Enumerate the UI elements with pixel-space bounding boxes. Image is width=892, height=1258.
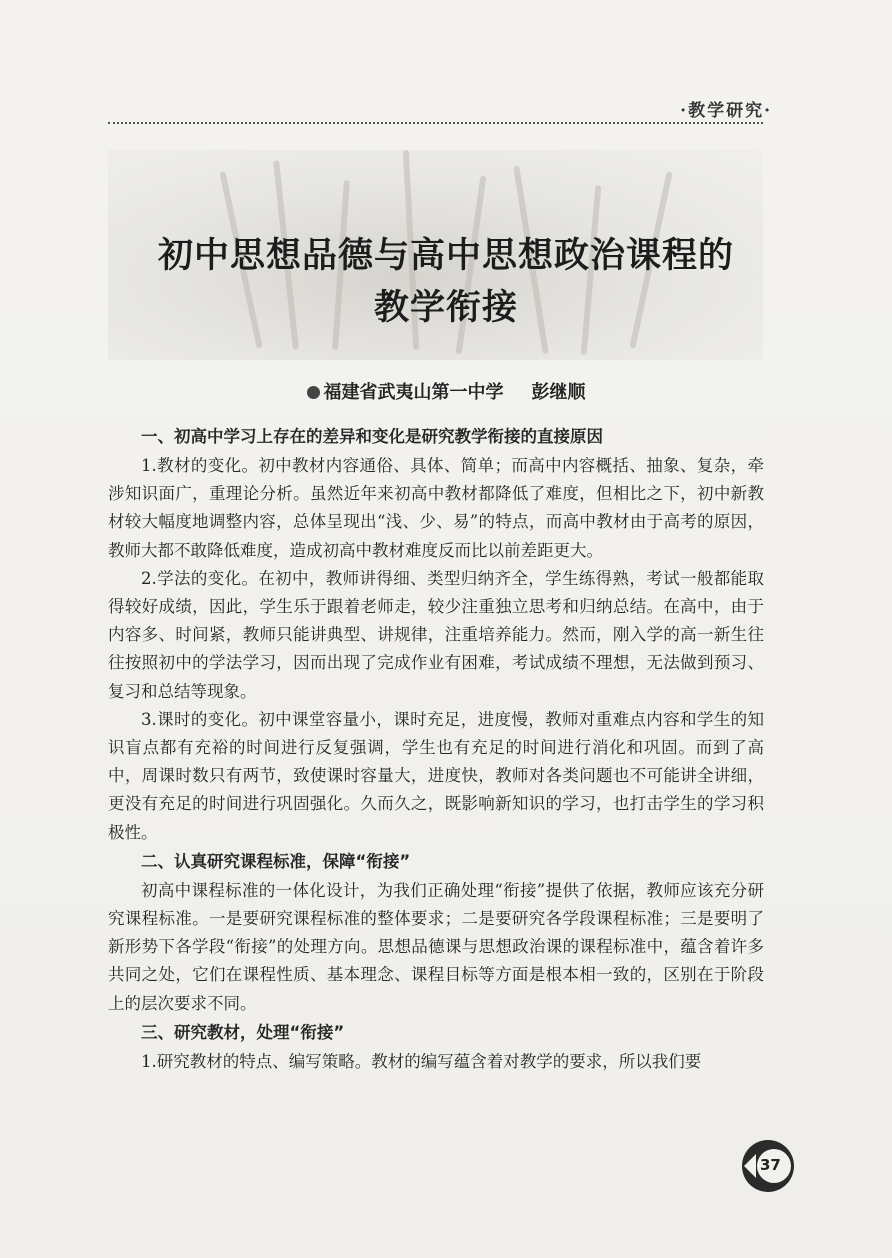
- paragraph-textbook-change: 1.教材的变化。初中教材内容通俗、具体、简单；而高中内容概括、抽象、复杂，牵涉知识面广，重理论分析。虽然近年来初高中教材都降低了难度，但相比之下，初中新教材较大幅度地调整内容，总体呈现出“浅、少、易”的特点，而高中教材由于高考的原因，教师大都不敢降低难度，造成初高中教材难度反而比以前差距更大。: [108, 456, 764, 560]
- article-title-line2: 教学衔接: [373, 288, 518, 328]
- author-name: 彭继顺: [531, 382, 586, 403]
- section-heading-2: 二、认真研究课程标准，保障“衔接”: [141, 851, 411, 871]
- author-affiliation: 福建省武夷山第一中学: [323, 382, 504, 403]
- section-label: ·教学研究·: [680, 101, 772, 121]
- paragraph-learning-method-change: 2.学法的变化。在初中，教师讲得细、类型归纳齐全，学生练得熟，考试一般都能取得较好成绩，因此，学生乐于跟着老师走，较少注重独立思考和归纳总结。在高中，由于内容多、时间紧，教师只能讲典型、讲规律，注重培养能力。然而，刚入学的高一新生往往按照初中的学法学习，因而出现了完成作业有困难，考试成绩不理想，无法做到预习、复习和总结等现象。: [108, 568, 764, 701]
- paragraph-curriculum-standard: 初高中课程标准的一体化设计，为我们正确处理“衔接”提供了依据，教师应该充分研究课程标准。一是要研究课程标准的整体要求；二是要研究各学段课程标准；三是要明了新形势下各学段“衔接”的处理方向。思想品德课与思想政治课的课程标准中，蕴含着许多共同之处，它们在课程性质、基本理念、课程目标等方面是根本相一致的，区别在于阶段上的层次要求不同。: [108, 880, 764, 1013]
- paragraph-textbook-research: 1.研究教材的特点、编写策略。教材的编写蕴含着对教学的要求，所以我们要: [141, 1051, 702, 1071]
- section-heading-1: 一、初高中学习上存在的差异和变化是研究教学衔接的直接原因: [141, 427, 603, 446]
- paragraph-class-hours-change: 3.课时的变化。初中课堂容量小，课时充足，进度慢，教师对重难点内容和学生的知识盲点都有充裕的时间进行反复强调，学生也有充足的时间进行消化和巩固。而到了高中，周课时数只有两节，致使课时容量大，进度快，教师对各类问题也不可能讲全讲细，更没有充足的时间进行巩固强化。久而久之，既影响新知识的学习，也打击学生的学习积极性。: [108, 709, 764, 842]
- byline: [0, 378, 892, 404]
- article-title-line1: 初中思想品德与高中思想政治课程的: [157, 236, 734, 276]
- bullet-dot-icon: [307, 386, 320, 399]
- article-body: [108, 422, 764, 1076]
- page-number: 37: [760, 1156, 781, 1174]
- section-heading-3: 三、研究教材，处理“衔接”: [141, 1022, 345, 1042]
- header-dotted-rule: [108, 122, 763, 124]
